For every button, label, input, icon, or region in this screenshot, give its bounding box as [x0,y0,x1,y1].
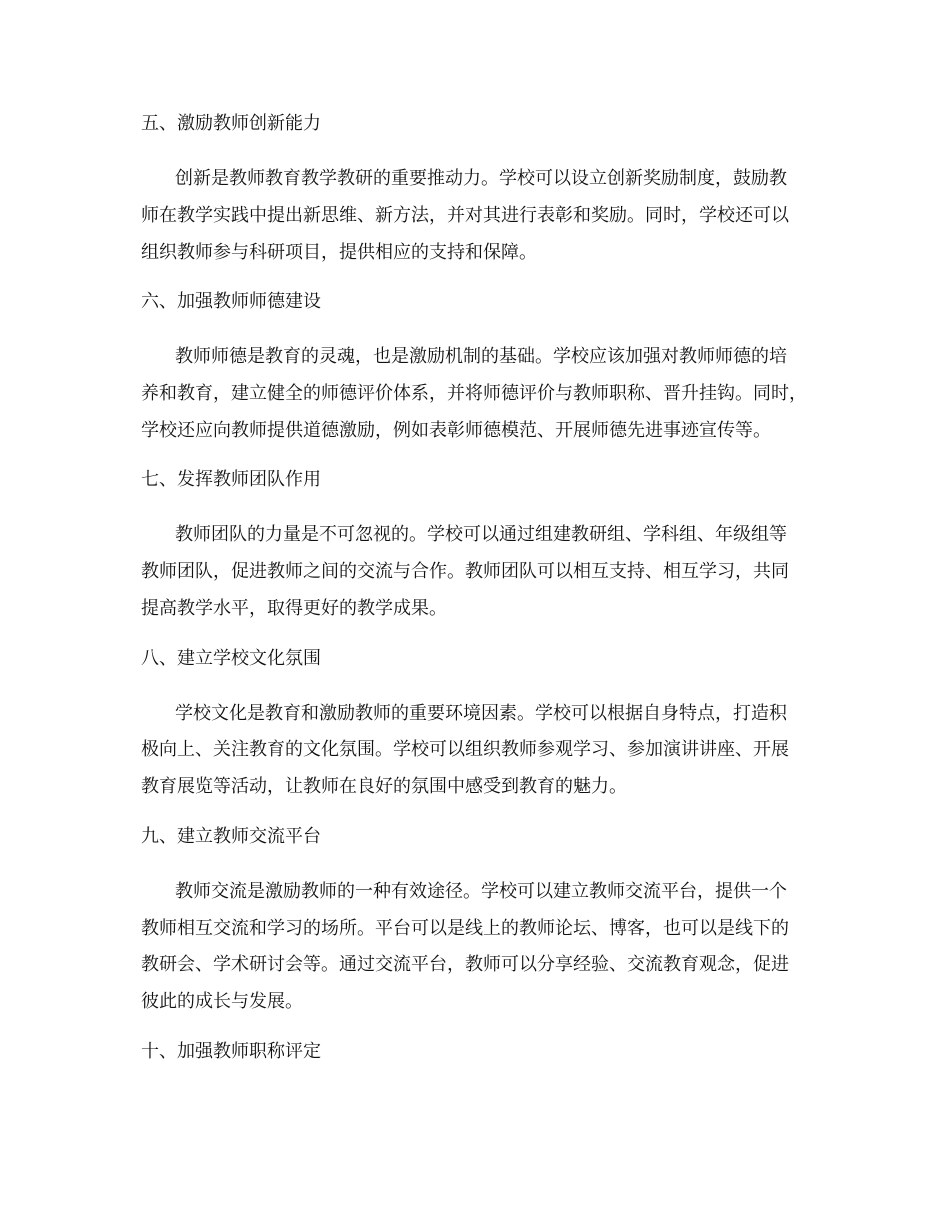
paragraph-line: 教师团队的力量是不可忽视的。学校可以通过组建教研组、学科组、年级组等 [175,524,787,545]
paragraph-line: 师在教学实践中提出新思维、新方法，并对其进行表彰和奖励。同时，学校还可以 [141,205,789,226]
section-heading: 五、激励教师创新能力 [141,113,321,134]
paragraph-line: 提高教学水平，取得更好的教学成果。 [141,598,447,619]
section-heading: 九、建立教师交流平台 [141,826,321,847]
section-heading: 六、加强教师师德建设 [141,291,321,312]
paragraph-line: 教师相互交流和学习的场所。平台可以是线上的教师论坛、博客，也可以是线下的 [141,918,789,939]
paragraph-line: 创新是教师教育教学教研的重要推动力。学校可以设立创新奖励制度，鼓励教 [175,168,787,189]
paragraph-line: 学校文化是教育和激励教师的重要环境因素。学校可以根据自身特点，打造积 [175,703,787,724]
paragraph-line: 教研会、学术研讨会等。通过交流平台，教师可以分享经验、交流教育观念，促进 [141,954,789,975]
paragraph-line: 极向上、关注教育的文化氛围。学校可以组织教师参观学习、参加演讲讲座、开展 [141,739,789,760]
section-heading: 七、发挥教师团队作用 [141,469,321,490]
paragraph-line: 教师交流是激励教师的一种有效途径。学校可以建立教师交流平台，提供一个 [175,881,787,902]
paragraph-line: 学校还应向教师提供道德激励，例如表彰师德模范、开展师德先进事迹宣传等。 [141,420,771,441]
paragraph-line: 教师团队，促进教师之间的交流与合作。教师团队可以相互支持、相互学习，共同 [141,561,789,582]
section-heading: 十、加强教师职称评定 [141,1041,321,1062]
paragraph-line: 养和教育，建立健全的师德评价体系，并将师德评价与教师职称、晋升挂钩。同时， [141,383,807,404]
paragraph-line: 教师师德是教育的灵魂，也是激励机制的基础。学校应该加强对教师师德的培 [175,346,787,367]
paragraph-line: 教育展览等活动，让教师在良好的氛围中感受到教育的魅力。 [141,776,627,797]
section-heading: 八、建立学校文化氛围 [141,648,321,669]
paragraph-line: 组织教师参与科研项目，提供相应的支持和保障。 [141,242,537,263]
paragraph-line: 彼此的成长与发展。 [141,991,303,1012]
